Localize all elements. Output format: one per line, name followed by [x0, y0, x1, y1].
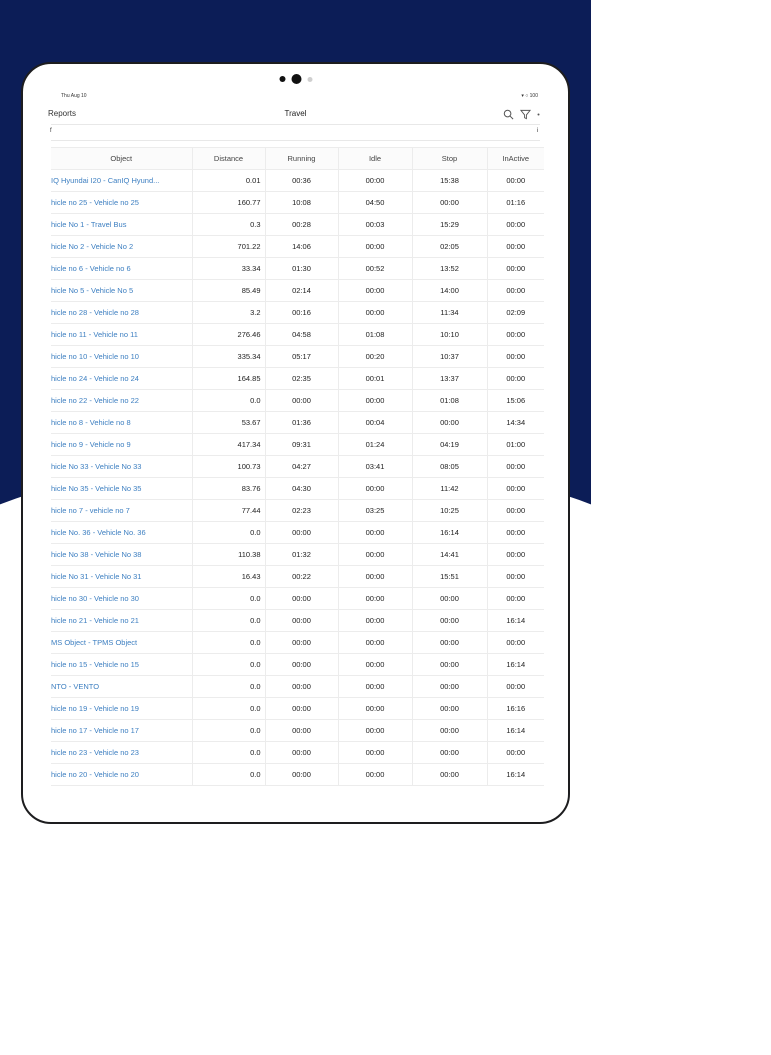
nav-actions	[503, 107, 540, 125]
running-cell: 04:27	[265, 456, 338, 478]
stop-cell: 00:00	[412, 742, 487, 764]
column-header-stop[interactable]: Stop	[412, 148, 487, 170]
sensor-dot	[279, 76, 285, 82]
idle-cell: 00:00	[338, 302, 412, 324]
distance-cell: 53.67	[192, 412, 265, 434]
object-cell[interactable]: hicle no 24 - Vehicle no 24	[51, 368, 192, 390]
object-cell[interactable]: hicle No 2 - Vehicle No 2	[51, 236, 192, 258]
status-bar	[51, 90, 540, 102]
table-row[interactable]	[51, 698, 544, 720]
idle-cell: 00:04	[338, 412, 412, 434]
inactive-cell: 00:00	[487, 368, 544, 390]
distance-cell: 0.0	[192, 764, 265, 786]
filter-icon[interactable]	[520, 107, 531, 125]
idle-cell: 00:00	[338, 676, 412, 698]
stop-cell: 08:05	[412, 456, 487, 478]
inactive-cell: 00:00	[487, 566, 544, 588]
navigation-bar	[48, 102, 540, 125]
table-row[interactable]	[51, 588, 544, 610]
distance-cell: 85.49	[192, 280, 265, 302]
idle-cell: 00:00	[338, 522, 412, 544]
inactive-cell: 16:16	[487, 698, 544, 720]
running-cell: 00:00	[265, 676, 338, 698]
inactive-cell: 00:00	[487, 478, 544, 500]
inactive-cell: 00:00	[487, 522, 544, 544]
table-row[interactable]	[51, 764, 544, 786]
stop-cell: 11:42	[412, 478, 487, 500]
idle-cell: 00:00	[338, 236, 412, 258]
idle-cell: 00:00	[338, 588, 412, 610]
running-cell: 00:00	[265, 764, 338, 786]
running-cell: 01:36	[265, 412, 338, 434]
stop-cell: 02:05	[412, 236, 487, 258]
distance-cell: 0.0	[192, 610, 265, 632]
distance-cell: 0.0	[192, 720, 265, 742]
distance-cell: 0.0	[192, 522, 265, 544]
subbar-left-icon[interactable]: f	[50, 128, 52, 134]
camera-lens	[291, 74, 301, 84]
stop-cell: 16:14	[412, 522, 487, 544]
inactive-cell: 16:14	[487, 764, 544, 786]
distance-cell: 3.2	[192, 302, 265, 324]
distance-cell: 110.38	[192, 544, 265, 566]
distance-cell: 83.76	[192, 478, 265, 500]
stop-cell: 00:00	[412, 192, 487, 214]
table-row[interactable]	[51, 478, 544, 500]
object-cell[interactable]: hicle no 28 - Vehicle no 28	[51, 302, 192, 324]
object-cell[interactable]: hicle no 22 - Vehicle no 22	[51, 390, 192, 412]
distance-cell: 0.0	[192, 742, 265, 764]
running-cell: 04:30	[265, 478, 338, 500]
inactive-cell: 00:00	[487, 346, 544, 368]
running-cell: 00:00	[265, 720, 338, 742]
object-cell[interactable]: hicle No 35 - Vehicle No 35	[51, 478, 192, 500]
inactive-cell: 01:00	[487, 434, 544, 456]
stop-cell: 13:37	[412, 368, 487, 390]
running-cell: 04:58	[265, 324, 338, 346]
object-cell[interactable]: hicle No 31 - Vehicle No 31	[51, 566, 192, 588]
stop-cell: 00:00	[412, 764, 487, 786]
stop-cell: 04:19	[412, 434, 487, 456]
table-row[interactable]	[51, 632, 544, 654]
idle-cell: 00:00	[338, 720, 412, 742]
light-sensor	[307, 77, 312, 82]
stop-cell: 10:37	[412, 346, 487, 368]
object-cell[interactable]: hicle No 38 - Vehicle No 38	[51, 544, 192, 566]
table-row[interactable]	[51, 236, 544, 258]
running-cell: 00:16	[265, 302, 338, 324]
object-cell[interactable]: hicle no 9 - Vehicle no 9	[51, 434, 192, 456]
distance-cell: 0.0	[192, 654, 265, 676]
table-row[interactable]	[51, 170, 544, 192]
inactive-cell: 00:00	[487, 544, 544, 566]
distance-cell: 16.43	[192, 566, 265, 588]
idle-cell: 00:00	[338, 170, 412, 192]
distance-cell: 417.34	[192, 434, 265, 456]
running-cell: 00:28	[265, 214, 338, 236]
object-cell[interactable]: hicle no 21 - Vehicle no 21	[51, 610, 192, 632]
inactive-cell: 16:14	[487, 654, 544, 676]
distance-cell: 276.46	[192, 324, 265, 346]
running-cell: 00:00	[265, 522, 338, 544]
distance-cell: 0.01	[192, 170, 265, 192]
object-cell[interactable]: hicle no 20 - Vehicle no 20	[51, 764, 192, 786]
status-time: Thu Aug 10	[61, 93, 87, 99]
table-row[interactable]	[51, 522, 544, 544]
inactive-cell: 00:00	[487, 588, 544, 610]
running-cell: 14:06	[265, 236, 338, 258]
inactive-cell: 00:00	[487, 324, 544, 346]
inactive-cell: 00:00	[487, 214, 544, 236]
inactive-cell: 00:00	[487, 500, 544, 522]
object-cell[interactable]: hicle no 11 - Vehicle no 11	[51, 324, 192, 346]
table-row[interactable]	[51, 302, 544, 324]
column-header-running[interactable]: Running	[265, 148, 338, 170]
stop-cell: 10:25	[412, 500, 487, 522]
stop-cell: 00:00	[412, 632, 487, 654]
idle-cell: 00:00	[338, 478, 412, 500]
search-icon[interactable]	[503, 107, 514, 125]
tablet-frame	[21, 62, 570, 824]
idle-cell: 00:00	[338, 610, 412, 632]
running-cell: 02:35	[265, 368, 338, 390]
distance-cell: 77.44	[192, 500, 265, 522]
stop-cell: 10:10	[412, 324, 487, 346]
table-body	[51, 170, 544, 786]
object-cell[interactable]: hicle No. 36 - Vehicle No. 36	[51, 522, 192, 544]
distance-cell: 164.85	[192, 368, 265, 390]
running-cell: 00:00	[265, 632, 338, 654]
running-cell: 00:00	[265, 698, 338, 720]
running-cell: 00:00	[265, 610, 338, 632]
idle-cell: 04:50	[338, 192, 412, 214]
table-row[interactable]	[51, 434, 544, 456]
table-row[interactable]	[51, 742, 544, 764]
object-cell[interactable]: hicle no 7 - vehicle no 7	[51, 500, 192, 522]
idle-cell: 00:00	[338, 544, 412, 566]
running-cell: 02:23	[265, 500, 338, 522]
column-header-inactive[interactable]: InActive	[487, 148, 544, 170]
idle-cell: 00:00	[338, 280, 412, 302]
inactive-cell: 02:09	[487, 302, 544, 324]
distance-cell: 0.0	[192, 588, 265, 610]
page-title: Travel	[284, 109, 307, 118]
running-cell: 10:08	[265, 192, 338, 214]
running-cell: 00:00	[265, 742, 338, 764]
running-cell: 02:14	[265, 280, 338, 302]
inactive-cell: 14:34	[487, 412, 544, 434]
inactive-cell: 15:06	[487, 390, 544, 412]
app-screen	[48, 90, 540, 796]
table-row[interactable]	[51, 324, 544, 346]
running-cell: 00:00	[265, 390, 338, 412]
inactive-cell: 00:00	[487, 236, 544, 258]
column-header-object[interactable]: Object	[51, 148, 192, 170]
table-row[interactable]	[51, 280, 544, 302]
idle-cell: 00:00	[338, 698, 412, 720]
inactive-cell: 00:00	[487, 632, 544, 654]
stop-cell: 00:00	[412, 412, 487, 434]
inactive-cell: 16:14	[487, 610, 544, 632]
idle-cell: 01:08	[338, 324, 412, 346]
sub-header-bar	[51, 125, 540, 141]
table-row[interactable]	[51, 610, 544, 632]
stop-cell: 13:52	[412, 258, 487, 280]
idle-cell: 03:25	[338, 500, 412, 522]
table-row[interactable]	[51, 720, 544, 742]
idle-cell: 01:24	[338, 434, 412, 456]
idle-cell: 00:20	[338, 346, 412, 368]
subbar-right-icon[interactable]: i	[536, 128, 538, 134]
object-cell[interactable]: hicle no 6 - Vehicle no 6	[51, 258, 192, 280]
distance-cell: 0.0	[192, 676, 265, 698]
idle-cell: 00:52	[338, 258, 412, 280]
table-row[interactable]	[51, 412, 544, 434]
back-button[interactable]: Reports	[48, 109, 77, 118]
distance-cell: 0.0	[192, 390, 265, 412]
table-header-row	[51, 148, 544, 170]
running-cell: 00:00	[265, 588, 338, 610]
stop-cell: 00:00	[412, 588, 487, 610]
distance-cell: 335.34	[192, 346, 265, 368]
object-cell[interactable]: hicle no 10 - Vehicle no 10	[51, 346, 192, 368]
distance-cell: 33.34	[192, 258, 265, 280]
table-row[interactable]	[51, 654, 544, 676]
travel-report-table	[51, 147, 544, 786]
idle-cell: 00:03	[338, 214, 412, 236]
stop-cell: 00:00	[412, 698, 487, 720]
stop-cell: 15:29	[412, 214, 487, 236]
idle-cell: 00:00	[338, 390, 412, 412]
object-cell[interactable]: hicle No 33 - Vehicle No 33	[51, 456, 192, 478]
distance-cell: 701.22	[192, 236, 265, 258]
distance-cell: 0.0	[192, 698, 265, 720]
running-cell: 00:22	[265, 566, 338, 588]
running-cell: 00:36	[265, 170, 338, 192]
column-header-distance[interactable]: Distance	[192, 148, 265, 170]
inactive-cell: 00:00	[487, 456, 544, 478]
table-row[interactable]	[51, 368, 544, 390]
distance-cell: 0.3	[192, 214, 265, 236]
more-icon[interactable]	[537, 107, 540, 125]
table-row[interactable]	[51, 676, 544, 698]
running-cell: 05:17	[265, 346, 338, 368]
object-cell[interactable]: hicle no 19 - Vehicle no 19	[51, 698, 192, 720]
object-cell[interactable]: NTO - VENTO	[51, 676, 192, 698]
object-cell[interactable]: hicle No 5 - Vehicle No 5	[51, 280, 192, 302]
inactive-cell: 01:16	[487, 192, 544, 214]
stop-cell: 00:00	[412, 610, 487, 632]
stop-cell: 14:00	[412, 280, 487, 302]
object-cell[interactable]: hicle no 17 - Vehicle no 17	[51, 720, 192, 742]
idle-cell: 00:00	[338, 566, 412, 588]
table-row[interactable]	[51, 192, 544, 214]
object-cell[interactable]: hicle no 25 - Vehicle no 25	[51, 192, 192, 214]
idle-cell: 00:00	[338, 764, 412, 786]
inactive-cell: 16:14	[487, 720, 544, 742]
table-row[interactable]	[51, 390, 544, 412]
stop-cell: 14:41	[412, 544, 487, 566]
stop-cell: 01:08	[412, 390, 487, 412]
object-cell[interactable]: hicle no 15 - Vehicle no 15	[51, 654, 192, 676]
inactive-cell: 00:00	[487, 676, 544, 698]
stop-cell: 00:00	[412, 720, 487, 742]
idle-cell: 00:00	[338, 632, 412, 654]
table-row[interactable]	[51, 566, 544, 588]
status-indicators: ▾ ○ 100	[521, 93, 538, 99]
distance-cell: 160.77	[192, 192, 265, 214]
table-row[interactable]	[51, 258, 544, 280]
table-row[interactable]	[51, 500, 544, 522]
inactive-cell: 00:00	[487, 280, 544, 302]
stop-cell: 11:34	[412, 302, 487, 324]
distance-cell: 0.0	[192, 632, 265, 654]
stop-cell: 00:00	[412, 654, 487, 676]
table-row[interactable]	[51, 456, 544, 478]
distance-cell: 100.73	[192, 456, 265, 478]
stop-cell: 00:00	[412, 676, 487, 698]
running-cell: 00:00	[265, 654, 338, 676]
running-cell: 01:32	[265, 544, 338, 566]
inactive-cell: 00:00	[487, 742, 544, 764]
object-cell[interactable]: hicle no 23 - Vehicle no 23	[51, 742, 192, 764]
camera-bar	[279, 74, 312, 84]
object-cell[interactable]: IQ Hyundai I20 - CanIQ Hyund...	[51, 170, 192, 192]
column-header-idle[interactable]: Idle	[338, 148, 412, 170]
idle-cell: 03:41	[338, 456, 412, 478]
running-cell: 09:31	[265, 434, 338, 456]
idle-cell: 00:00	[338, 654, 412, 676]
object-cell[interactable]: hicle no 8 - Vehicle no 8	[51, 412, 192, 434]
running-cell: 01:30	[265, 258, 338, 280]
idle-cell: 00:00	[338, 742, 412, 764]
object-cell[interactable]: hicle no 30 - Vehicle no 30	[51, 588, 192, 610]
object-cell[interactable]: MS Object - TPMS Object	[51, 632, 192, 654]
table-row[interactable]	[51, 346, 544, 368]
inactive-cell: 00:00	[487, 170, 544, 192]
object-cell[interactable]: hicle No 1 - Travel Bus	[51, 214, 192, 236]
stop-cell: 15:51	[412, 566, 487, 588]
table-row[interactable]	[51, 214, 544, 236]
stop-cell: 15:38	[412, 170, 487, 192]
idle-cell: 00:01	[338, 368, 412, 390]
inactive-cell: 00:00	[487, 258, 544, 280]
table-row[interactable]	[51, 544, 544, 566]
